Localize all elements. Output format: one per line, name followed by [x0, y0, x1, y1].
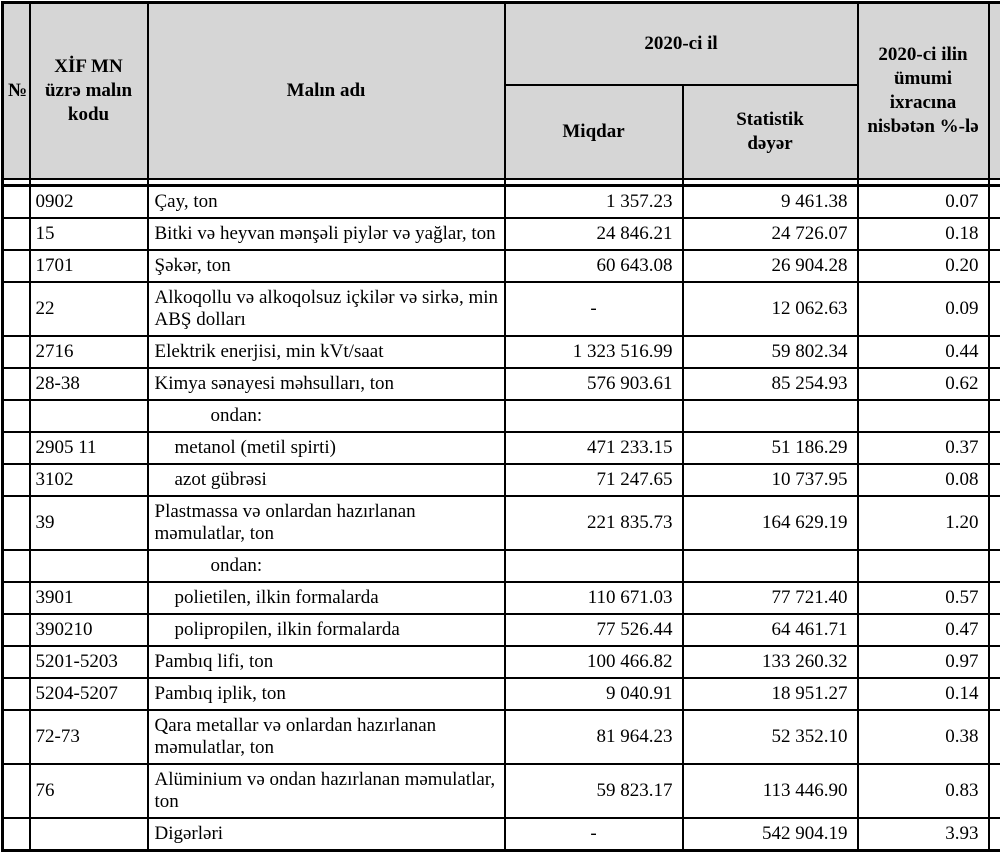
- value-cell: 64 461.71: [683, 614, 858, 646]
- percent-cell: 0.18: [858, 218, 989, 250]
- cutoff-cell: [989, 710, 1000, 764]
- quantity-cell: 110 671.03: [505, 582, 683, 614]
- quantity-cell: -: [505, 818, 683, 851]
- table-row: [3, 496, 1000, 550]
- value-cell: 24 726.07: [683, 218, 858, 250]
- table-row: [3, 185, 1000, 218]
- quantity-cell: 81 964.23: [505, 710, 683, 764]
- table-row: [3, 368, 1000, 400]
- value-cell: 51 186.29: [683, 432, 858, 464]
- value-cell: 9 461.38: [683, 185, 858, 218]
- table-row: [3, 400, 1000, 432]
- row-number-cell: [3, 678, 30, 710]
- code-cell: 5204-5207: [30, 678, 148, 710]
- table-row: [3, 336, 1000, 368]
- quantity-cell: 221 835.73: [505, 496, 683, 550]
- cutoff-cell: [989, 614, 1000, 646]
- value-cell: 85 254.93: [683, 368, 858, 400]
- table-row: [3, 432, 1000, 464]
- row-number-cell: [3, 218, 30, 250]
- name-cell: Plastmassa və onlardan hazırlanan məmulatlar, ton: [148, 496, 505, 550]
- quantity-cell: 71 247.65: [505, 464, 683, 496]
- col-header-percent-label: 2020-ci ilin ümumi ixracına nisbətən %-lə: [867, 44, 979, 137]
- cutoff-column-header: [989, 3, 1000, 179]
- percent-cell: 0.07: [858, 185, 989, 218]
- code-cell: 2716: [30, 336, 148, 368]
- table-row: [3, 550, 1000, 582]
- table-row: [3, 764, 1000, 818]
- cutoff-cell: [989, 432, 1000, 464]
- value-cell: 26 904.28: [683, 250, 858, 282]
- percent-cell: [858, 400, 989, 432]
- col-header-value-label: Statistik dəyər: [736, 108, 804, 154]
- name-cell: azot gübrəsi: [148, 464, 505, 496]
- percent-cell: 3.93: [858, 818, 989, 851]
- cutoff-cell: [989, 336, 1000, 368]
- table-row: [3, 250, 1000, 282]
- percent-cell: 0.62: [858, 368, 989, 400]
- quantity-cell: -: [505, 282, 683, 336]
- col-header-year-group: 2020-ci il: [505, 3, 858, 85]
- percent-cell: 0.08: [858, 464, 989, 496]
- cutoff-cell: [989, 400, 1000, 432]
- value-cell: 77 721.40: [683, 582, 858, 614]
- cutoff-cell: [989, 496, 1000, 550]
- col-header-code-label: XİF MN üzrə malın kodu: [44, 56, 133, 125]
- row-number-cell: [3, 185, 30, 218]
- row-number-cell: [3, 646, 30, 678]
- quantity-cell: 59 823.17: [505, 764, 683, 818]
- percent-cell: 0.44: [858, 336, 989, 368]
- row-number-cell: [3, 818, 30, 851]
- code-cell: 3102: [30, 464, 148, 496]
- cutoff-cell: [989, 818, 1000, 851]
- table-row: [3, 282, 1000, 336]
- name-cell: Elektrik enerjisi, min kVt/saat: [148, 336, 505, 368]
- quantity-cell: 100 466.82: [505, 646, 683, 678]
- code-cell: 0902: [30, 185, 148, 218]
- cutoff-cell: [989, 250, 1000, 282]
- row-number-cell: [3, 282, 30, 336]
- cutoff-cell: [989, 218, 1000, 250]
- table-row: [3, 710, 1000, 764]
- code-cell: [30, 400, 148, 432]
- table-body: [3, 185, 1000, 851]
- name-cell: Çay, ton: [148, 185, 505, 218]
- name-cell: Qara metallar və onlardan hazırlanan məmulatlar, ton: [148, 710, 505, 764]
- table-row: [3, 582, 1000, 614]
- percent-cell: 0.09: [858, 282, 989, 336]
- cutoff-cell: [989, 646, 1000, 678]
- cutoff-cell: [989, 550, 1000, 582]
- row-number-cell: [3, 764, 30, 818]
- code-cell: [30, 818, 148, 851]
- name-cell: polipropilen, ilkin formalarda: [148, 614, 505, 646]
- name-cell: metanol (metil spirti): [148, 432, 505, 464]
- percent-cell: 0.14: [858, 678, 989, 710]
- quantity-cell: 77 526.44: [505, 614, 683, 646]
- cutoff-cell: [989, 582, 1000, 614]
- percent-cell: 0.83: [858, 764, 989, 818]
- quantity-cell: 576 903.61: [505, 368, 683, 400]
- row-number-cell: [3, 614, 30, 646]
- value-cell: 133 260.32: [683, 646, 858, 678]
- code-cell: 15: [30, 218, 148, 250]
- name-cell: Digərləri: [148, 818, 505, 851]
- col-header-code: [30, 3, 148, 179]
- cutoff-cell: [989, 764, 1000, 818]
- value-cell: 113 446.90: [683, 764, 858, 818]
- code-cell: 72-73: [30, 710, 148, 764]
- table-row: [3, 818, 1000, 851]
- value-cell: 10 737.95: [683, 464, 858, 496]
- code-cell: 3901: [30, 582, 148, 614]
- table-row: [3, 646, 1000, 678]
- code-cell: 39: [30, 496, 148, 550]
- quantity-cell: 1 323 516.99: [505, 336, 683, 368]
- cutoff-cell: [989, 678, 1000, 710]
- row-number-cell: [3, 368, 30, 400]
- name-cell: polietilen, ilkin formalarda: [148, 582, 505, 614]
- percent-cell: 0.20: [858, 250, 989, 282]
- quantity-cell: 1 357.23: [505, 185, 683, 218]
- code-cell: 5201-5203: [30, 646, 148, 678]
- value-cell: [683, 550, 858, 582]
- table-row: [3, 218, 1000, 250]
- name-cell: Şəkər, ton: [148, 250, 505, 282]
- code-cell: 28-38: [30, 368, 148, 400]
- code-cell: 22: [30, 282, 148, 336]
- value-cell: 542 904.19: [683, 818, 858, 851]
- code-cell: [30, 550, 148, 582]
- quantity-cell: [505, 400, 683, 432]
- col-header-number: №: [3, 3, 30, 179]
- header-row-top: [3, 3, 1000, 85]
- cutoff-cell: [989, 185, 1000, 218]
- code-cell: 1701: [30, 250, 148, 282]
- row-number-cell: [3, 582, 30, 614]
- value-cell: 164 629.19: [683, 496, 858, 550]
- percent-cell: 0.47: [858, 614, 989, 646]
- row-number-cell: [3, 432, 30, 464]
- code-cell: 390210: [30, 614, 148, 646]
- percent-cell: 0.57: [858, 582, 989, 614]
- percent-cell: 0.38: [858, 710, 989, 764]
- row-number-cell: [3, 550, 30, 582]
- value-cell: 12 062.63: [683, 282, 858, 336]
- table-row: [3, 678, 1000, 710]
- quantity-cell: 9 040.91: [505, 678, 683, 710]
- col-header-percent: [858, 3, 989, 179]
- percent-cell: 0.37: [858, 432, 989, 464]
- code-cell: 2905 11: [30, 432, 148, 464]
- col-header-value: [683, 85, 858, 179]
- name-cell: Alüminium və ondan hazırlanan məmulatlar, ton: [148, 764, 505, 818]
- table-row: [3, 464, 1000, 496]
- quantity-cell: 471 233.15: [505, 432, 683, 464]
- row-number-cell: [3, 710, 30, 764]
- cutoff-cell: [989, 368, 1000, 400]
- cutoff-cell: [989, 464, 1000, 496]
- cutoff-cell: [989, 282, 1000, 336]
- col-header-name: Malın adı: [148, 3, 505, 179]
- value-cell: [683, 400, 858, 432]
- table-row: [3, 614, 1000, 646]
- row-number-cell: [3, 400, 30, 432]
- name-cell: ondan:: [148, 550, 505, 582]
- percent-cell: 1.20: [858, 496, 989, 550]
- row-number-cell: [3, 336, 30, 368]
- value-cell: 18 951.27: [683, 678, 858, 710]
- name-cell: Pambıq iplik, ton: [148, 678, 505, 710]
- percent-cell: [858, 550, 989, 582]
- quantity-cell: [505, 550, 683, 582]
- col-header-quantity: Miqdar: [505, 85, 683, 179]
- percent-cell: 0.97: [858, 646, 989, 678]
- name-cell: Bitki və heyvan mənşəli piylər və yağlar, ton: [148, 218, 505, 250]
- name-cell: Pambıq lifi, ton: [148, 646, 505, 678]
- value-cell: 52 352.10: [683, 710, 858, 764]
- row-number-cell: [3, 464, 30, 496]
- value-cell: 59 802.34: [683, 336, 858, 368]
- quantity-cell: 24 846.21: [505, 218, 683, 250]
- row-number-cell: [3, 250, 30, 282]
- table-header: [3, 3, 1000, 186]
- code-cell: 76: [30, 764, 148, 818]
- row-number-cell: [3, 496, 30, 550]
- name-cell: ondan:: [148, 400, 505, 432]
- export-commodities-table: [1, 1, 1000, 852]
- name-cell: Alkoqollu və alkoqolsuz içkilər və sirkə, min ABŞ dolları: [148, 282, 505, 336]
- quantity-cell: 60 643.08: [505, 250, 683, 282]
- name-cell: Kimya sənayesi məhsulları, ton: [148, 368, 505, 400]
